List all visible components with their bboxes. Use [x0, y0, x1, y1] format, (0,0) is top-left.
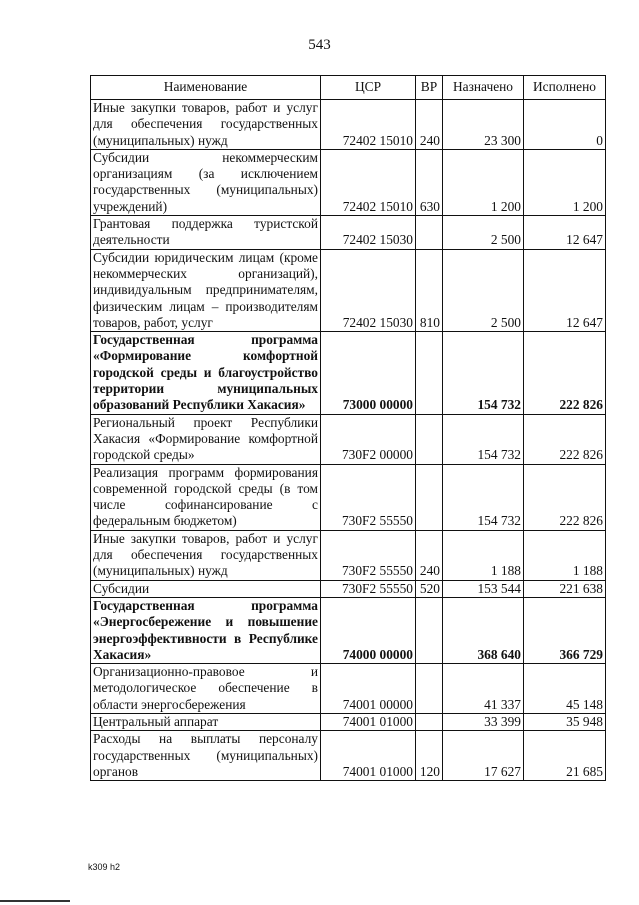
cell-csr: 730F2 55550: [321, 580, 416, 597]
cell-vr: [416, 664, 443, 714]
cell-name: Субсидии некоммерческим организациям (за исключением государственных (муниципальных) учреждений): [91, 149, 321, 215]
cell-csr: 74000 00000: [321, 597, 416, 663]
cell-executed: 35 948: [524, 713, 606, 730]
table-row: [91, 216, 606, 250]
cell-vr: [416, 414, 443, 464]
cell-name: Центральный аппарат: [91, 713, 321, 730]
table-row-program: [91, 597, 606, 663]
cell-vr: [416, 216, 443, 250]
cell-assigned: 33 399: [443, 713, 524, 730]
cell-csr: 72402 15030: [321, 249, 416, 331]
cell-name: Государственная программа «Энергосбережение и повышение энергоэффективности в Республике Хакасия»: [91, 597, 321, 663]
cell-name: Реализация программ формирования современной городской среды (в том числе софинансирование с федеральным бюджетом): [91, 464, 321, 530]
table-row: [91, 249, 606, 331]
cell-csr: 74001 01000: [321, 713, 416, 730]
cell-executed: 366 729: [524, 597, 606, 663]
cell-executed: 12 647: [524, 249, 606, 331]
cell-assigned: 368 640: [443, 597, 524, 663]
cell-csr: 72402 15030: [321, 216, 416, 250]
cell-executed: 222 826: [524, 332, 606, 414]
cell-csr: 730F2 00000: [321, 414, 416, 464]
table-row: [91, 100, 606, 150]
cell-vr: [416, 332, 443, 414]
cell-csr: 72402 15010: [321, 100, 416, 150]
cell-assigned: 154 732: [443, 414, 524, 464]
header-executed: Исполнено: [524, 76, 606, 100]
cell-executed: 21 685: [524, 731, 606, 781]
cell-name: Расходы на выплаты персоналу государственных (муниципальных) органов: [91, 731, 321, 781]
cell-vr: 120: [416, 731, 443, 781]
header-assigned: Назначено: [443, 76, 524, 100]
table-body: [91, 100, 606, 781]
cell-csr: 730F2 55550: [321, 530, 416, 580]
cell-assigned: 2 500: [443, 216, 524, 250]
cell-assigned: 154 732: [443, 464, 524, 530]
cell-executed: 222 826: [524, 414, 606, 464]
cell-assigned: 41 337: [443, 664, 524, 714]
table-row: [91, 464, 606, 530]
cell-csr: 72402 15010: [321, 149, 416, 215]
cell-csr: 74001 00000: [321, 664, 416, 714]
cell-name: Государственная программа «Формирование комфортной городской среды и благоустройство территории муниципальных образований Республики Хакасия»: [91, 332, 321, 414]
table-row: [91, 664, 606, 714]
table-row-program: [91, 332, 606, 414]
budget-table: [90, 75, 606, 781]
cell-name: Субсидии юридическим лицам (кроме некоммерческих организаций), индивидуальным предпринимателям, физическим лицам – производителям товаров, работ, услуг: [91, 249, 321, 331]
cell-name: Иные закупки товаров, работ и услуг для обеспечения государственных (муниципальных) нужд: [91, 530, 321, 580]
cell-assigned: 17 627: [443, 731, 524, 781]
cell-executed: 1 200: [524, 149, 606, 215]
cell-name: Региональный проект Республики Хакасия «Формирование комфортной городской среды»: [91, 414, 321, 464]
cell-executed: 12 647: [524, 216, 606, 250]
cell-vr: 810: [416, 249, 443, 331]
cell-assigned: 23 300: [443, 100, 524, 150]
cell-csr: 73000 00000: [321, 332, 416, 414]
cell-executed: 221 638: [524, 580, 606, 597]
cell-assigned: 1 188: [443, 530, 524, 580]
cell-assigned: 153 544: [443, 580, 524, 597]
table-header-row: [91, 76, 606, 100]
header-csr: ЦСР: [321, 76, 416, 100]
cell-vr: 520: [416, 580, 443, 597]
table-row: [91, 713, 606, 730]
table-row: [91, 414, 606, 464]
cell-vr: [416, 713, 443, 730]
header-name: Наименование: [91, 76, 321, 100]
cell-vr: 240: [416, 530, 443, 580]
cell-name: Грантовая поддержка туристской деятельности: [91, 216, 321, 250]
cell-executed: 1 188: [524, 530, 606, 580]
footer-code: k309 h2: [88, 862, 121, 872]
cell-vr: 240: [416, 100, 443, 150]
cell-assigned: 2 500: [443, 249, 524, 331]
header-vr: ВР: [416, 76, 443, 100]
cell-csr: 74001 01000: [321, 731, 416, 781]
cell-vr: [416, 464, 443, 530]
cell-assigned: 1 200: [443, 149, 524, 215]
cell-vr: 630: [416, 149, 443, 215]
page-edge-mark: [0, 900, 70, 902]
cell-executed: 0: [524, 100, 606, 150]
page-number: 543: [308, 37, 331, 53]
cell-assigned: 154 732: [443, 332, 524, 414]
cell-executed: 222 826: [524, 464, 606, 530]
cell-name: Субсидии: [91, 580, 321, 597]
table-row: [91, 580, 606, 597]
table-row: [91, 149, 606, 215]
cell-name: Иные закупки товаров, работ и услуг для обеспечения государственных (муниципальных) нужд: [91, 100, 321, 150]
cell-vr: [416, 597, 443, 663]
table-row: [91, 530, 606, 580]
cell-executed: 45 148: [524, 664, 606, 714]
cell-name: Организационно-правовое и методологическое обеспечение в области энергосбережения: [91, 664, 321, 714]
cell-csr: 730F2 55550: [321, 464, 416, 530]
table-row: [91, 731, 606, 781]
